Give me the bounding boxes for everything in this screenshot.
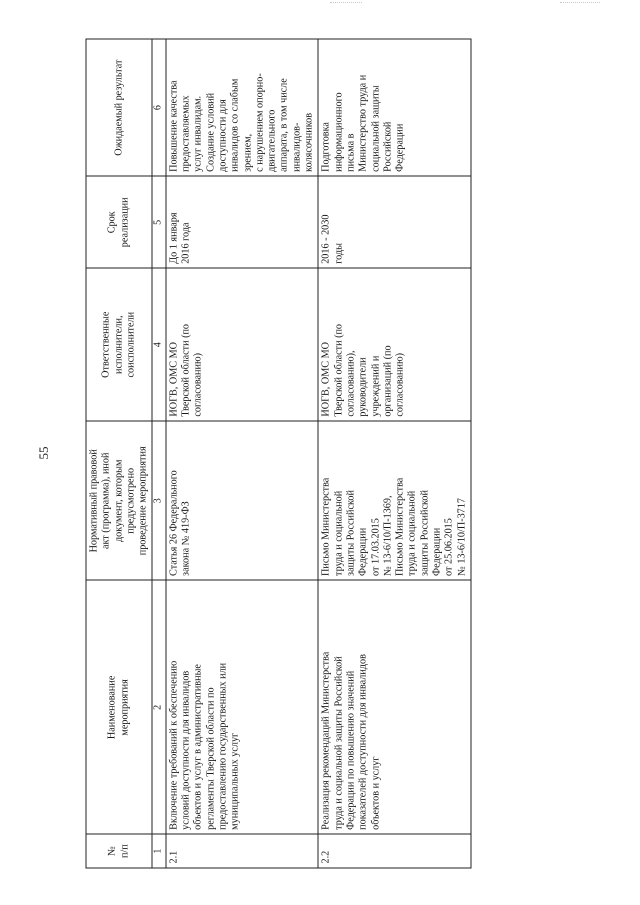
row-number: 2.2 [318, 834, 471, 868]
column-number: 4 [152, 268, 165, 421]
term-cell: 2016 - 2030 годы [318, 176, 471, 268]
measure-name-cell: Реализация рекомендаций Министерства труда и социальной защиты Российской Федерации по повышению значений показателей доступности для инвалидов объектов и услуг [318, 580, 471, 834]
legal-act-cell: Статья 26 Федерального закона № 419-ФЗ [165, 421, 318, 580]
table-row [165, 39, 318, 868]
measure-name-cell: Включение требований к обеспечению условий доступности для инвалидов объектов и услуг в административные регламенты Тверской области по предоставлению государственных или муниципальных услуг [165, 580, 318, 834]
expected-result-cell: Повышение качества предоставляемых услуг инвалидам. Создание условий доступности для инвалидов со слабым зрением, с нарушением опорно- двигательного аппарата, в том числе инвалидов- колясочников [165, 39, 318, 176]
page-number: 55 [36, 446, 51, 460]
legal-act-cell: Письмо Министерства труда и социальной защиты Российской Федерации от 17.03.2015 № 13-6/10/П-1369, Письмо Министерства труда и социальной защиты Российской Федерации от 25.06.2015 № 13-6/10/П-3717 [318, 421, 471, 580]
scan-artifact [560, 2, 600, 5]
header-expected-result: Ожидаемый результат [86, 39, 152, 176]
header-measure-name: Наименование мероприятия [86, 580, 152, 834]
executors-cell: ИОГВ, ОМС МО Тверской области (по согласованию), руководители учреждений и организаций (по согласованию) [318, 268, 471, 421]
header-executors: Ответственные исполнители, соисполнители [86, 268, 152, 421]
header-term: Срок реализации [86, 176, 152, 268]
executors-cell: ИОГВ, ОМС МО Тверской области (по согласованию) [165, 268, 318, 421]
column-number: 6 [152, 39, 165, 176]
expected-result-cell: Подготовка информационного письма в Министерство труда и социальной защиты Российской Федерации [318, 39, 471, 176]
column-number: 3 [152, 421, 165, 580]
header-legal-act: Нормативный правовой акт (программа), иной документ, которым предусмотрено проведение мероприятия [86, 421, 152, 580]
table-header-row [86, 39, 152, 868]
column-number-row [152, 39, 165, 868]
column-number: 1 [152, 834, 165, 868]
measures-table-container [85, 38, 467, 868]
term-cell: До 1 января 2016 года [165, 176, 318, 268]
measures-table [85, 38, 471, 868]
scan-artifact [330, 2, 362, 5]
column-number: 2 [152, 580, 165, 834]
header-number: № п/п [86, 834, 152, 868]
row-number: 2.1 [165, 834, 318, 868]
table-row [318, 39, 471, 868]
column-number: 5 [152, 176, 165, 268]
